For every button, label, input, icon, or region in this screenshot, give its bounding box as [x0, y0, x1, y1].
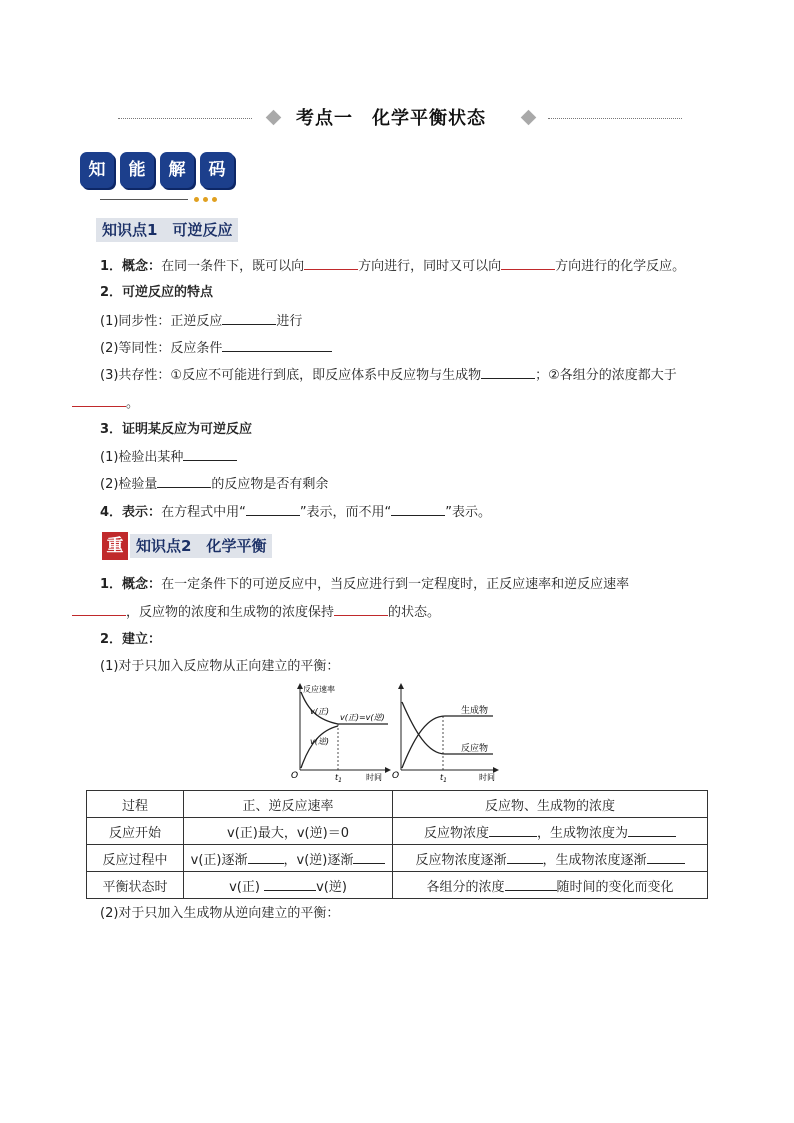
table-cell — [184, 845, 393, 872]
text: 。 — [126, 396, 140, 411]
text-line: (1)对于只加入反应物从正向建立的平衡： — [100, 659, 340, 674]
graph1-t1: $t_1$ — [335, 773, 342, 784]
graph2-product-label: 生成物 — [461, 706, 489, 716]
graph1-origin: O — [291, 771, 299, 781]
fill-blank[interactable] — [334, 603, 388, 616]
fill-blank[interactable] — [501, 257, 555, 270]
text-line — [100, 312, 302, 331]
text-line — [100, 448, 237, 467]
table-cell: v(正)最大，v(逆)＝0 — [184, 818, 393, 845]
text-line — [72, 603, 440, 622]
table-header-row — [87, 791, 708, 818]
text-line — [72, 394, 139, 413]
process-table — [86, 790, 708, 899]
text: 在方程式中用“ — [161, 505, 246, 520]
graph2-origin: O — [392, 771, 400, 781]
table-cell: 反应开始 — [87, 818, 184, 845]
diamond-right-icon — [521, 110, 537, 126]
text-line — [100, 366, 677, 385]
fill-blank[interactable] — [481, 366, 535, 379]
graph1-reverse-curve — [301, 726, 338, 768]
table-cell: 反应过程中 — [87, 845, 184, 872]
table-row — [87, 818, 708, 845]
badge-zhi: 知 — [80, 152, 114, 188]
text: 进行 — [276, 314, 303, 329]
badge-ma: 码 — [200, 152, 234, 188]
item-label: 概念： — [122, 577, 162, 592]
text: ”表示。 — [445, 505, 492, 520]
table-row — [87, 845, 708, 872]
page-title: 考点一 化学平衡状态 — [296, 108, 486, 129]
text: v(正) — [229, 879, 265, 895]
text: (1)同步性：正逆反应 — [100, 314, 223, 329]
text: (2)检验量 — [100, 477, 158, 492]
subheading: 3．证明某反应为可逆反应 — [100, 422, 253, 437]
graph1-xlabel: 时间 — [366, 773, 382, 782]
text-line — [100, 475, 328, 494]
graph1-forward-label: v(正) — [310, 707, 329, 716]
text: 反应物浓度 — [423, 825, 489, 841]
fill-blank[interactable] — [264, 878, 316, 891]
key-badge: 重 — [102, 532, 128, 560]
graph1-equal-label: v(正)=v(逆) — [340, 713, 385, 722]
text: 方向进行，同时又可以向 — [358, 259, 502, 274]
text: ”表示，而不用“ — [299, 505, 392, 520]
table-cell: 平衡状态时 — [87, 872, 184, 899]
table-cell — [393, 845, 708, 872]
text-line — [100, 503, 491, 522]
item-label: 表示： — [122, 505, 162, 520]
concept-line — [100, 576, 629, 594]
subheading: 2．建立： — [100, 632, 162, 647]
text: v(正)逐渐 — [190, 852, 248, 868]
text-line — [100, 339, 332, 358]
table-row — [87, 872, 708, 899]
badge-neng: 能 — [120, 152, 154, 188]
text: ，v(逆)逐渐 — [283, 852, 354, 868]
fill-blank[interactable] — [304, 257, 358, 270]
fill-blank[interactable] — [183, 448, 237, 461]
item-number: 1． — [100, 259, 123, 274]
text: 各组分的浓度 — [426, 879, 505, 895]
table-header: 反应物、生成物的浓度 — [393, 791, 708, 818]
fill-blank[interactable] — [505, 878, 557, 891]
header-rule-left — [118, 118, 252, 119]
text: ；②各组分的浓度都大于 — [535, 368, 677, 383]
diamond-left-icon — [266, 110, 282, 126]
text: 的反应物是否有剩余 — [211, 477, 329, 492]
text: ，生成物浓度逐渐 — [542, 852, 647, 868]
fill-blank[interactable] — [72, 394, 126, 407]
badge-underline — [100, 199, 188, 200]
table-cell — [393, 872, 708, 899]
graph2-t1: $t_1$ — [440, 773, 447, 784]
fill-blank[interactable] — [248, 851, 284, 864]
dot-icon — [203, 197, 208, 202]
concept-line — [100, 257, 685, 276]
item-number: 4． — [100, 505, 123, 520]
graph2-reactant-label: 反应物 — [461, 744, 489, 754]
header-rule-right — [548, 118, 682, 119]
fill-blank[interactable] — [489, 824, 537, 837]
fill-blank[interactable] — [647, 851, 685, 864]
table-cell — [184, 872, 393, 899]
text: 随时间的变化而变化 — [556, 879, 674, 895]
graph2-xlabel: 时间 — [479, 773, 495, 782]
section-heading-2: 知识点2 化学平衡 — [130, 534, 272, 558]
text: ，生成物浓度为 — [537, 825, 629, 841]
fill-blank[interactable] — [507, 851, 543, 864]
text: (3)共存性：①反应不可能进行到底，即反应体系中反应物与生成物 — [100, 368, 482, 383]
text: v(逆) — [316, 879, 347, 895]
item-label: 概念： — [122, 259, 162, 274]
table-header: 过程 — [87, 791, 184, 818]
table-header: 正、逆反应速率 — [184, 791, 393, 818]
dot-icon — [212, 197, 217, 202]
graph1-ylabel: 反应速率 — [303, 685, 335, 694]
equilibrium-graphs — [280, 680, 505, 784]
text: 反应物浓度逐渐 — [415, 852, 507, 868]
fill-blank[interactable] — [246, 503, 300, 516]
text: 方向进行的化学反应。 — [555, 259, 686, 274]
section-heading-1: 知识点1 可逆反应 — [96, 218, 238, 242]
graph2-product-curve — [402, 716, 493, 768]
fill-blank[interactable] — [391, 503, 445, 516]
badge-jie: 解 — [160, 152, 194, 188]
fill-blank[interactable] — [628, 824, 676, 837]
table-cell — [393, 818, 708, 845]
text: 的状态。 — [388, 605, 441, 620]
text: 在一定条件下的可逆反应中，当反应进行到一定程度时，正反应速率和逆反应速率 — [161, 577, 630, 592]
text: (1)检验出某种 — [100, 450, 184, 465]
text: (2)等同性：反应条件 — [100, 341, 223, 356]
text: 在同一条件下，既可以向 — [161, 259, 305, 274]
fill-blank[interactable] — [222, 339, 332, 352]
fill-blank[interactable] — [353, 851, 385, 864]
graph1-reverse-label: v(逆) — [310, 737, 329, 746]
fill-blank[interactable] — [72, 603, 126, 616]
fill-blank[interactable] — [222, 312, 276, 325]
dot-icon — [194, 197, 199, 202]
item-number: 1． — [100, 577, 123, 592]
text-line: (2)对于只加入生成物从逆向建立的平衡： — [100, 906, 340, 921]
subheading: 2．可逆反应的特点 — [100, 285, 214, 300]
text: ，反应物的浓度和生成物的浓度保持 — [126, 605, 335, 620]
fill-blank[interactable] — [157, 475, 211, 488]
